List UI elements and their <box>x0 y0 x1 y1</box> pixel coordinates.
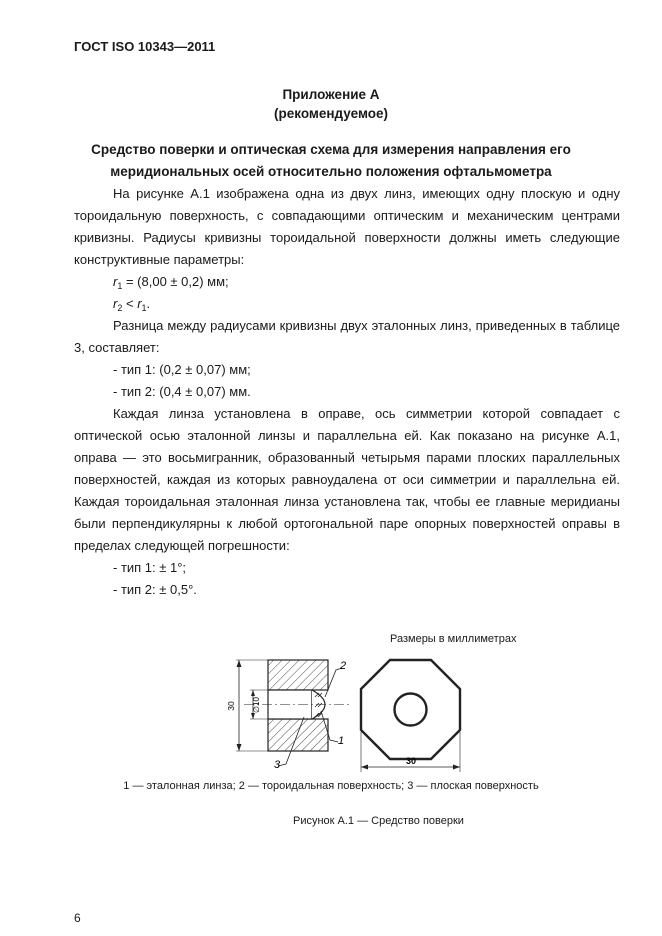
dimension-30-horizontal <box>361 732 460 772</box>
r1-value: = (8,00 ± 0,2) мм; <box>122 274 229 289</box>
octagon-plan-view <box>361 660 460 759</box>
dim-30-horizontal-label: 30 <box>405 756 417 766</box>
r2-rhs-subscript: 1 <box>141 303 147 313</box>
type1-difference: - тип 1: (0,2 ± 0,07) мм; <box>113 362 251 377</box>
figure-legend: 1 — эталонная линза; 2 — тороидальная поверхность; 3 — плоская поверхность <box>123 780 539 792</box>
annex-heading-line-2: меридиональных осей относительно положения офтальмометра <box>110 164 552 179</box>
lens-aperture <box>395 694 427 726</box>
type2-tolerance: - тип 2: ± 0,5°. <box>113 582 197 597</box>
type2-difference: - тип 2: (0,4 ± 0,07) мм. <box>113 384 251 399</box>
r1-subscript: 1 <box>117 281 123 291</box>
r2-relation: < <box>122 296 138 311</box>
type1-tolerance: - тип 1: ± 1°; <box>113 560 187 575</box>
paragraph-radius-difference: Разница между радиусами кривизны двух эталонных линз, приведенных в таблице 3, составляет: <box>74 318 620 355</box>
r1-symbol: r <box>113 274 118 289</box>
r2-end: . <box>146 296 151 311</box>
r2-subscript: 2 <box>117 303 123 313</box>
callout-1-label: 1 <box>338 735 345 747</box>
paragraph-lens-description: На рисунке А.1 изображена одна из двух линз, имеющих одну плоскую и одну тороидальную поверхность, с совпадающими оптическим и механическим центрами кривизны. Радиусы кривизны тороидальной поверхности должны иметь следующие конструктивные параметры: <box>74 186 620 267</box>
figure-caption: Рисунок А.1 — Средство поверки <box>293 815 464 827</box>
annex-heading-line-1: Средство поверки и оптическая схема для измерения направления его <box>91 142 571 157</box>
mount-lower-hatch <box>268 719 328 751</box>
mount-upper-hatch <box>268 660 328 690</box>
dim-diameter-10-label: ∅10 <box>252 697 261 713</box>
paragraph-lens-mount: Каждая линза установлена в оправе, ось симметрии которой совпадает с оптической осью эталонной линзы и параллельна ей. Как показано на рисунке А.1, оправа — это восьмигранник, образованный четырьмя парами плоских параллельных поверхностей, каждая из которых равноудалена от оси симметрии и параллельна ей. Каждая тороидальная эталонная линза установлена так, чтобы ее главные меридианы были перпендикулярны к любой ортогональной паре опорных поверхностей оправы в пределах следующей погрешности: <box>74 406 620 553</box>
callout-3-label: 3 <box>274 759 281 771</box>
page-number: 6 <box>74 911 81 925</box>
octagon-mount <box>361 660 460 759</box>
dim-30-vertical-label: 30 <box>226 701 236 711</box>
document-id: ГОСТ ISO 10343—2011 <box>74 39 216 54</box>
r2-symbol: r <box>113 296 118 311</box>
annex-subtitle: (рекомендуемое) <box>274 106 388 121</box>
callout-2-label: 2 <box>340 660 347 672</box>
annex-title: Приложение А <box>282 87 380 102</box>
dimensions-note: Размеры в миллиметрах <box>390 633 517 645</box>
r2-rhs-symbol: r <box>137 296 142 311</box>
